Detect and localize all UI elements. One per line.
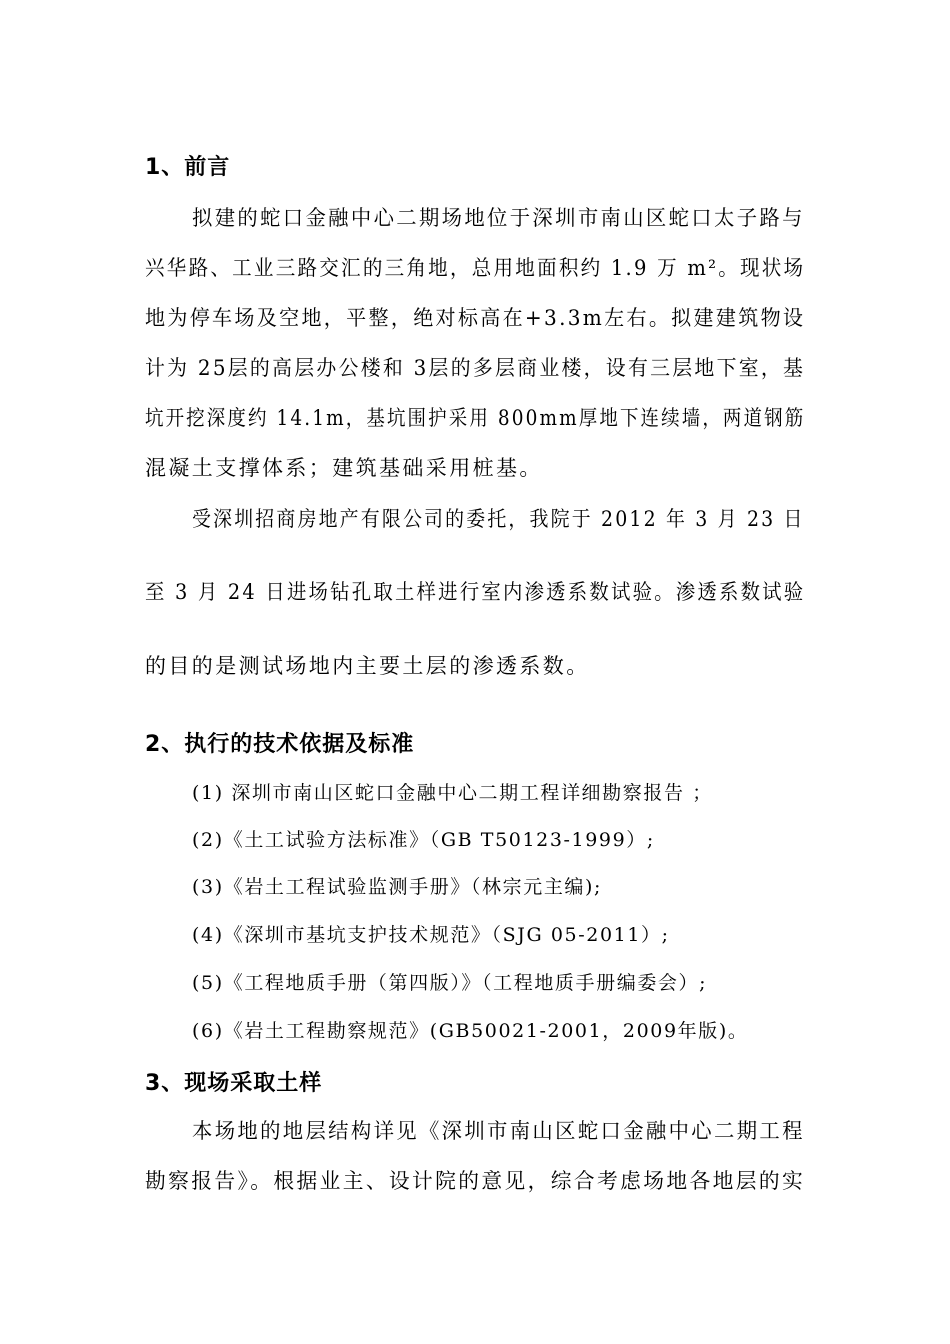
standard-item-4: (4)《深圳市基坑支护技术规范》（SJG 05-2011）; [192, 924, 670, 946]
standard-item-2: (2)《土工试验方法标准》（GB T50123-1999）; [192, 829, 655, 851]
section-3-para-line-1: 本场地的地层结构详见《深圳市南山区蛇口金融中心二期工程 [192, 1119, 805, 1143]
section-3-heading: 3、现场采取土样 [145, 1071, 323, 1096]
section-1-para-1-line-4: 计为 25层的高层办公楼和 3层的多层商业楼，设有三层地下室，基 [145, 356, 806, 380]
section-1-para-1-line-5: 坑开挖深度约 14.1m，基坑围护采用 800mm厚地下连续墙，两道钢筋 [145, 406, 806, 430]
section-1-para-1-line-6: 混凝土支撑体系；建筑基础采用桩基。 [145, 456, 543, 480]
section-3-para-line-2: 勘察报告》。根据业主、设计院的意见，综合考虑场地各地层的实 [145, 1169, 806, 1193]
standard-item-5: (5)《工程地质手册（第四版）》（工程地质手册编委会）; [192, 972, 708, 994]
standard-item-1: (1) 深圳市南山区蛇口金融中心二期工程详细勘察报告 ； [192, 782, 713, 804]
section-2-heading: 2、执行的技术依据及标准 [145, 732, 415, 757]
section-1-para-1-line-1: 拟建的蛇口金融中心二期场地位于深圳市南山区蛇口太子路与 [192, 206, 805, 230]
section-1-para-1-line-3: 地为停车场及空地，平整，绝对标高在+3.3m左右。拟建建筑物设 [145, 306, 806, 330]
section-1-para-2-line-3: 的目的是测试场地内主要土层的渗透系数。 [145, 654, 590, 678]
standard-item-3: (3)《岩土工程试验监测手册》（林宗元主编); [192, 876, 603, 898]
standard-item-6: (6)《岩土工程勘察规范》(GB50021-2001，2009年版)。 [192, 1020, 749, 1042]
section-1-para-2-line-2: 至 3 月 24 日进场钻孔取土样进行室内渗透系数试验。渗透系数试验 [145, 580, 806, 604]
section-1-para-2-line-1: 受深圳招商房地产有限公司的委托，我院于 2012 年 3 月 23 日 [192, 507, 805, 531]
section-1-para-1-line-2: 兴华路、工业三路交汇的三角地，总用地面积约 1.9 万 m²。现状场 [145, 256, 806, 280]
section-1-heading: 1、前言 [145, 155, 231, 180]
